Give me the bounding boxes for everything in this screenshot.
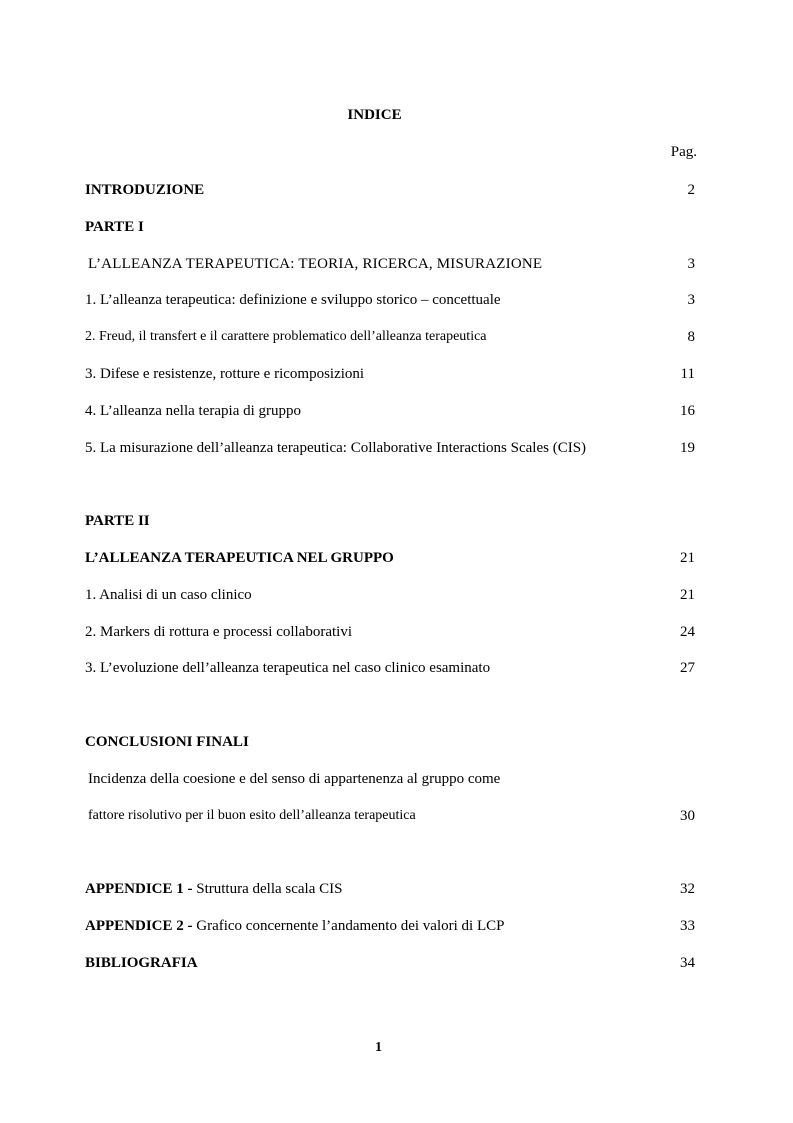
toc-entry-page: 11 bbox=[680, 366, 695, 382]
toc-entry bbox=[85, 879, 695, 899]
toc-entry-title: 1. Analisi di un caso clinico bbox=[85, 587, 252, 603]
toc-entry bbox=[85, 769, 695, 789]
page-column-label: Pag. bbox=[670, 144, 697, 160]
toc-entry-page: 3 bbox=[687, 292, 695, 308]
toc-section-title: PARTE I bbox=[85, 219, 144, 235]
toc-entry-page: 27 bbox=[680, 660, 695, 676]
toc-section bbox=[85, 217, 695, 237]
toc-entry bbox=[85, 658, 695, 678]
toc-entry bbox=[85, 953, 695, 973]
toc-section bbox=[85, 732, 695, 752]
toc-entry-page: 3 bbox=[687, 256, 695, 272]
toc-entry-page: 24 bbox=[680, 624, 695, 640]
toc-entry-title: 1. L’alleanza terapeutica: definizione e sviluppo storico – concettuale bbox=[85, 292, 501, 308]
toc-section-title: PARTE II bbox=[85, 513, 150, 529]
toc-entry-title: 2. Markers di rottura e processi collaborativi bbox=[85, 624, 352, 640]
toc-entry-text: Struttura della scala CIS bbox=[196, 881, 343, 897]
toc-entry-page: 8 bbox=[687, 329, 695, 345]
toc-entry-title: fattore risolutivo per il buon esito dell’alleanza terapeutica bbox=[88, 808, 416, 823]
toc-entry-title: BIBLIOGRAFIA bbox=[85, 955, 198, 971]
toc-entry-page: 33 bbox=[680, 918, 695, 934]
toc-entry bbox=[85, 290, 695, 310]
toc-entry bbox=[85, 438, 695, 458]
toc-entry-title: 2. Freud, il transfert e il carattere problematico dell’alleanza terapeutica bbox=[85, 329, 487, 344]
toc-entry bbox=[85, 401, 695, 421]
toc-entry bbox=[85, 364, 695, 384]
toc-entry-title bbox=[85, 916, 504, 936]
toc-entry-page: 21 bbox=[680, 550, 695, 566]
toc-entry-label: APPENDICE 2 - bbox=[85, 918, 197, 934]
toc-entry-page: 34 bbox=[680, 955, 695, 971]
toc-section bbox=[85, 511, 695, 531]
toc-entry bbox=[85, 806, 695, 826]
toc-entry-page: 2 bbox=[687, 182, 695, 198]
toc-entry-title: 3. L’evoluzione dell’alleanza terapeutica nel caso clinico esaminato bbox=[85, 660, 491, 676]
page-title: INDICE bbox=[347, 107, 402, 123]
toc-entry bbox=[85, 916, 695, 936]
toc-entry-title: 4. L’alleanza nella terapia di gruppo bbox=[85, 403, 302, 419]
toc-entry-text: Grafico concernente l’andamento dei valori di LCP bbox=[196, 918, 505, 934]
toc-entry-title: INTRODUZIONE bbox=[85, 182, 205, 198]
toc-entry bbox=[85, 585, 695, 605]
toc-entry bbox=[85, 180, 695, 200]
toc-entry-page: 21 bbox=[680, 587, 695, 603]
toc-entry-page: 19 bbox=[680, 440, 695, 456]
toc-entry-title: Incidenza della coesione e del senso di appartenenza al gruppo come bbox=[88, 771, 501, 787]
toc-entry-title: 3. Difese e resistenze, rotture e ricomposizioni bbox=[85, 366, 365, 382]
toc-entry bbox=[85, 622, 695, 642]
toc-entry-page: 32 bbox=[680, 881, 695, 897]
toc-entry-title bbox=[85, 879, 342, 899]
toc-entry-title: L’ALLEANZA TERAPEUTICA NEL GRUPPO bbox=[85, 550, 394, 566]
toc-entry bbox=[85, 254, 695, 274]
toc-entry bbox=[85, 327, 695, 347]
toc-entry-title: 5. La misurazione dell’alleanza terapeutica: Collaborative Interactions Scales (CIS) bbox=[85, 440, 587, 456]
page-number: 1 bbox=[375, 1040, 382, 1055]
toc-entry bbox=[85, 548, 695, 568]
toc-entry-title: L’ALLEANZA TERAPEUTICA: TEORIA, RICERCA, MISURAZIONE bbox=[88, 256, 543, 272]
toc-entry-label: APPENDICE 1 - bbox=[85, 881, 197, 897]
toc-entry-page: 30 bbox=[680, 808, 695, 824]
toc-section-title: CONCLUSIONI FINALI bbox=[85, 734, 249, 750]
toc-entry-page: 16 bbox=[680, 403, 695, 419]
